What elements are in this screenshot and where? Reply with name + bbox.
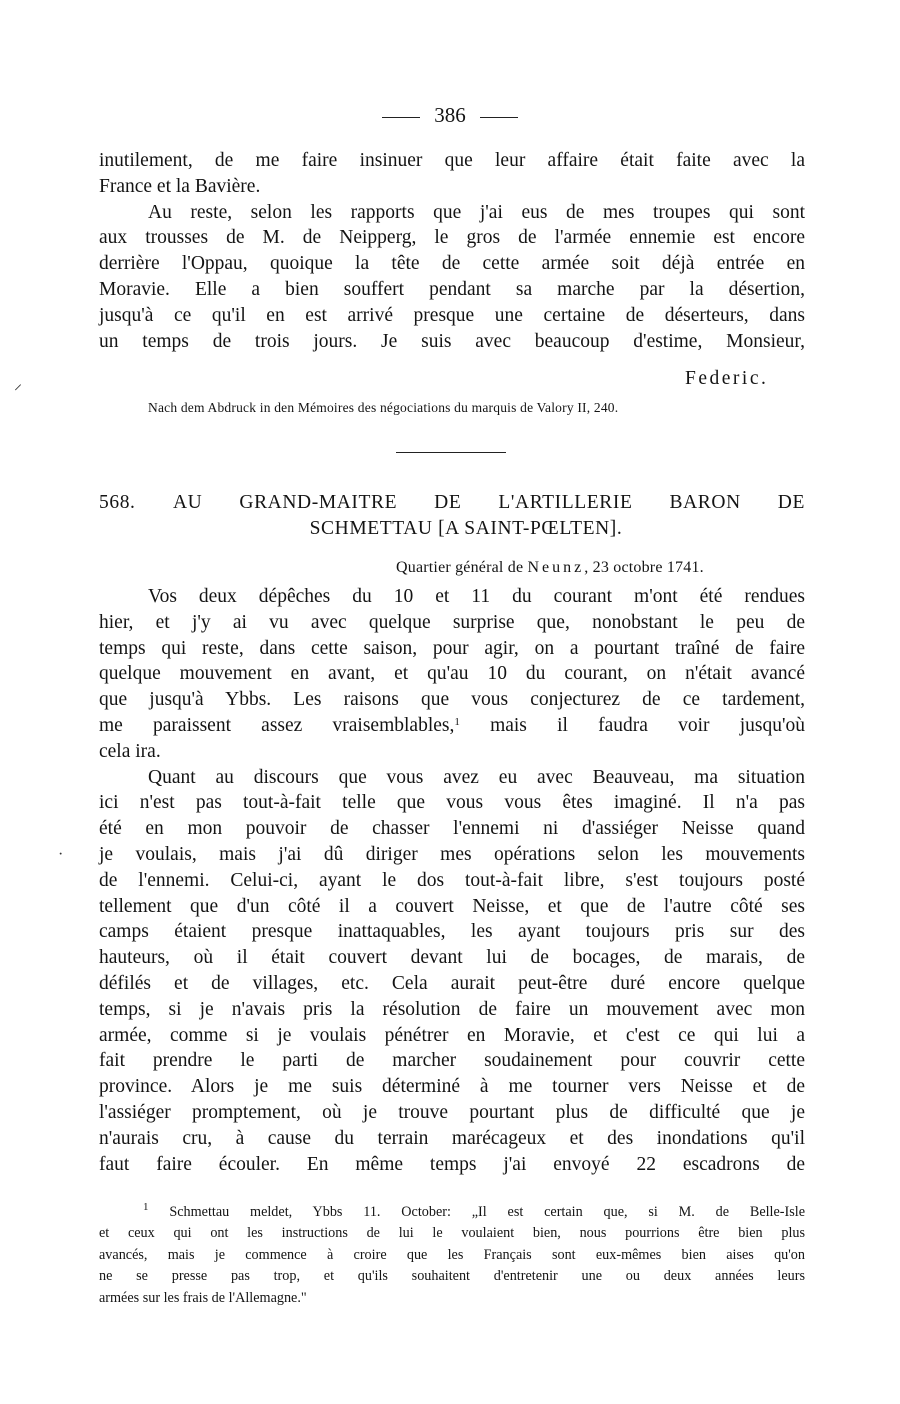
text-line: quelque mouvement en avant, et qu'au 10 du courant, on n'était avancé — [99, 663, 805, 685]
footnotes — [99, 1202, 805, 1309]
footnote-line: ne se presse pas trop, et qu'ils souhaitent d'entretenir une ou deux années leurs — [99, 1268, 805, 1285]
text-line: n'aurais cru, à cause du terrain marécageux et des inondations qu'il — [99, 1127, 805, 1149]
footnote-line: et ceux qui ont les instructions de lui le voulaient bien, nous pourrions être bien plus — [99, 1225, 805, 1242]
text-line: province. Alors je me suis déterminé à me tourner vers Neisse et de — [99, 1076, 805, 1098]
text-line: un temps de trois jours. Je suis avec beaucoup d'estime, Monsieur, — [99, 330, 805, 352]
text-line: hauteurs, où il était couvert devant lui de bocages, de marais, de — [99, 947, 805, 969]
footnote-line — [99, 1202, 805, 1223]
signature: Federic. — [685, 368, 769, 389]
source-note: Nach dem Abdruck in den Mémoires des négociations du marquis de Valory II, 240. — [148, 400, 619, 415]
text-line: armée, comme si je voulais pénétrer en Moravie, et c'est ce qui lui a — [99, 1024, 805, 1046]
footnote-line: avancés, mais je commence à croire que les Français sont eux-mêmes bien aises qu'on — [99, 1246, 805, 1263]
text-line: fait prendre le parti de marcher soudainement pour couvrir cette — [99, 1050, 805, 1072]
text-line: l'assiéger promptement, où je trouve pourtant plus de difficulté que je — [99, 1101, 805, 1123]
text-line: défilés et de villages, etc. Cela aurait peut-être duré encore quelque — [99, 972, 805, 994]
text-line: été en mon pouvoir de chasser l'ennemi ni d'assiéger Neisse quand — [99, 818, 805, 840]
text-line: Vos deux dépêches du 10 et 11 du courant m'ont été rendues — [148, 586, 805, 607]
text-line: tellement que d'un côté il a couvert Neisse, et que de l'autre côté ses — [99, 895, 805, 917]
text-line: faut faire écouler. En même temps j'ai envoyé 22 escadrons de — [99, 1153, 805, 1175]
header-dash-right — [480, 117, 518, 118]
text-segment: mais il faudra voir jusqu'où — [490, 714, 805, 736]
footnote-marker: 1 — [454, 715, 460, 728]
text-line: Au reste, selon les rapports que j'ai eus de mes troupes qui sont — [148, 201, 805, 223]
text-line: derrière l'Oppau, quoique la tête de cette armée soit déjà entrée en — [99, 253, 805, 275]
dateline — [396, 556, 704, 580]
text-line: jusqu'à ce qu'il en est arrivé presque une certaine de déserteurs, dans — [99, 304, 805, 326]
text-line: Quant au discours que vous avez eu avec Beauveau, ma situation — [148, 766, 805, 788]
page-header — [0, 100, 900, 130]
dateline-place: Neunz — [527, 559, 585, 576]
text-line: je voulais, mais j'ai dû diriger mes opérations selon les mouvements — [99, 843, 805, 865]
page-number: 386 — [434, 103, 466, 127]
text-line: ici n'est pas tout-à-fait telle que vous vous êtes imaginé. Il n'a pas — [99, 792, 805, 814]
letter-568-text — [99, 584, 805, 1177]
section-divider — [396, 452, 506, 453]
header-dash-left — [382, 117, 420, 118]
dateline-date: , 23 octobre 1741. — [584, 559, 704, 576]
dateline-prefix: Quartier général de — [396, 559, 524, 576]
text-line: hier, et j'y ai vu avec quelque surprise que, nonobstant le peu de — [99, 611, 805, 633]
text-line: temps, si je n'avais pris la résolution de faire un mouvement avec mon — [99, 998, 805, 1020]
letter-title-line: SCHMETTAU [A SAINT-PŒLTEN]. — [309, 518, 623, 539]
text-line: cela ira. — [99, 740, 161, 762]
text-segment: me paraissent assez vraisemblables, — [99, 714, 455, 736]
footnote-line: armées sur les frais de l'Allemagne." — [99, 1289, 307, 1306]
text-line — [99, 713, 805, 739]
footnote-text: Schmettau meldet, Ybbs 11. October: „Il est certain que, si M. de Belle-Isle — [169, 1204, 806, 1220]
letter-567-closing-text — [99, 148, 805, 354]
margin-mark: · — [58, 846, 64, 863]
text-line: temps qui reste, dans cette saison, pour agir, on a pourtant traîné de faire — [99, 637, 805, 659]
text-line: de l'ennemi. Celui-ci, ayant le dos tout-à-fait libre, s'est toujours posté — [99, 869, 805, 891]
text-line: France et la Bavière. — [99, 175, 261, 197]
text-line: inutilement, de me faire insinuer que leur affaire était faite avec la — [99, 150, 805, 171]
footnote-number: 1 — [143, 1201, 149, 1213]
letter-number: 568. — [99, 492, 136, 513]
margin-mark: ⸝ — [14, 376, 23, 393]
letter-title-line: AU GRAND-MAITRE DE L'ARTILLERIE BARON DE — [173, 492, 805, 513]
text-line: aux trousses de M. de Neipperg, le gros de l'armée ennemie est encore — [99, 227, 805, 249]
text-line: camps étaient presque inattaquables, les ayant toujours pris sur des — [99, 921, 805, 943]
text-line: Moravie. Elle a bien souffert pendant sa marche par la désertion, — [99, 278, 805, 300]
text-line: que jusqu'à Ybbs. Les raisons que vous conjecturez de ce tardement, — [99, 689, 805, 711]
